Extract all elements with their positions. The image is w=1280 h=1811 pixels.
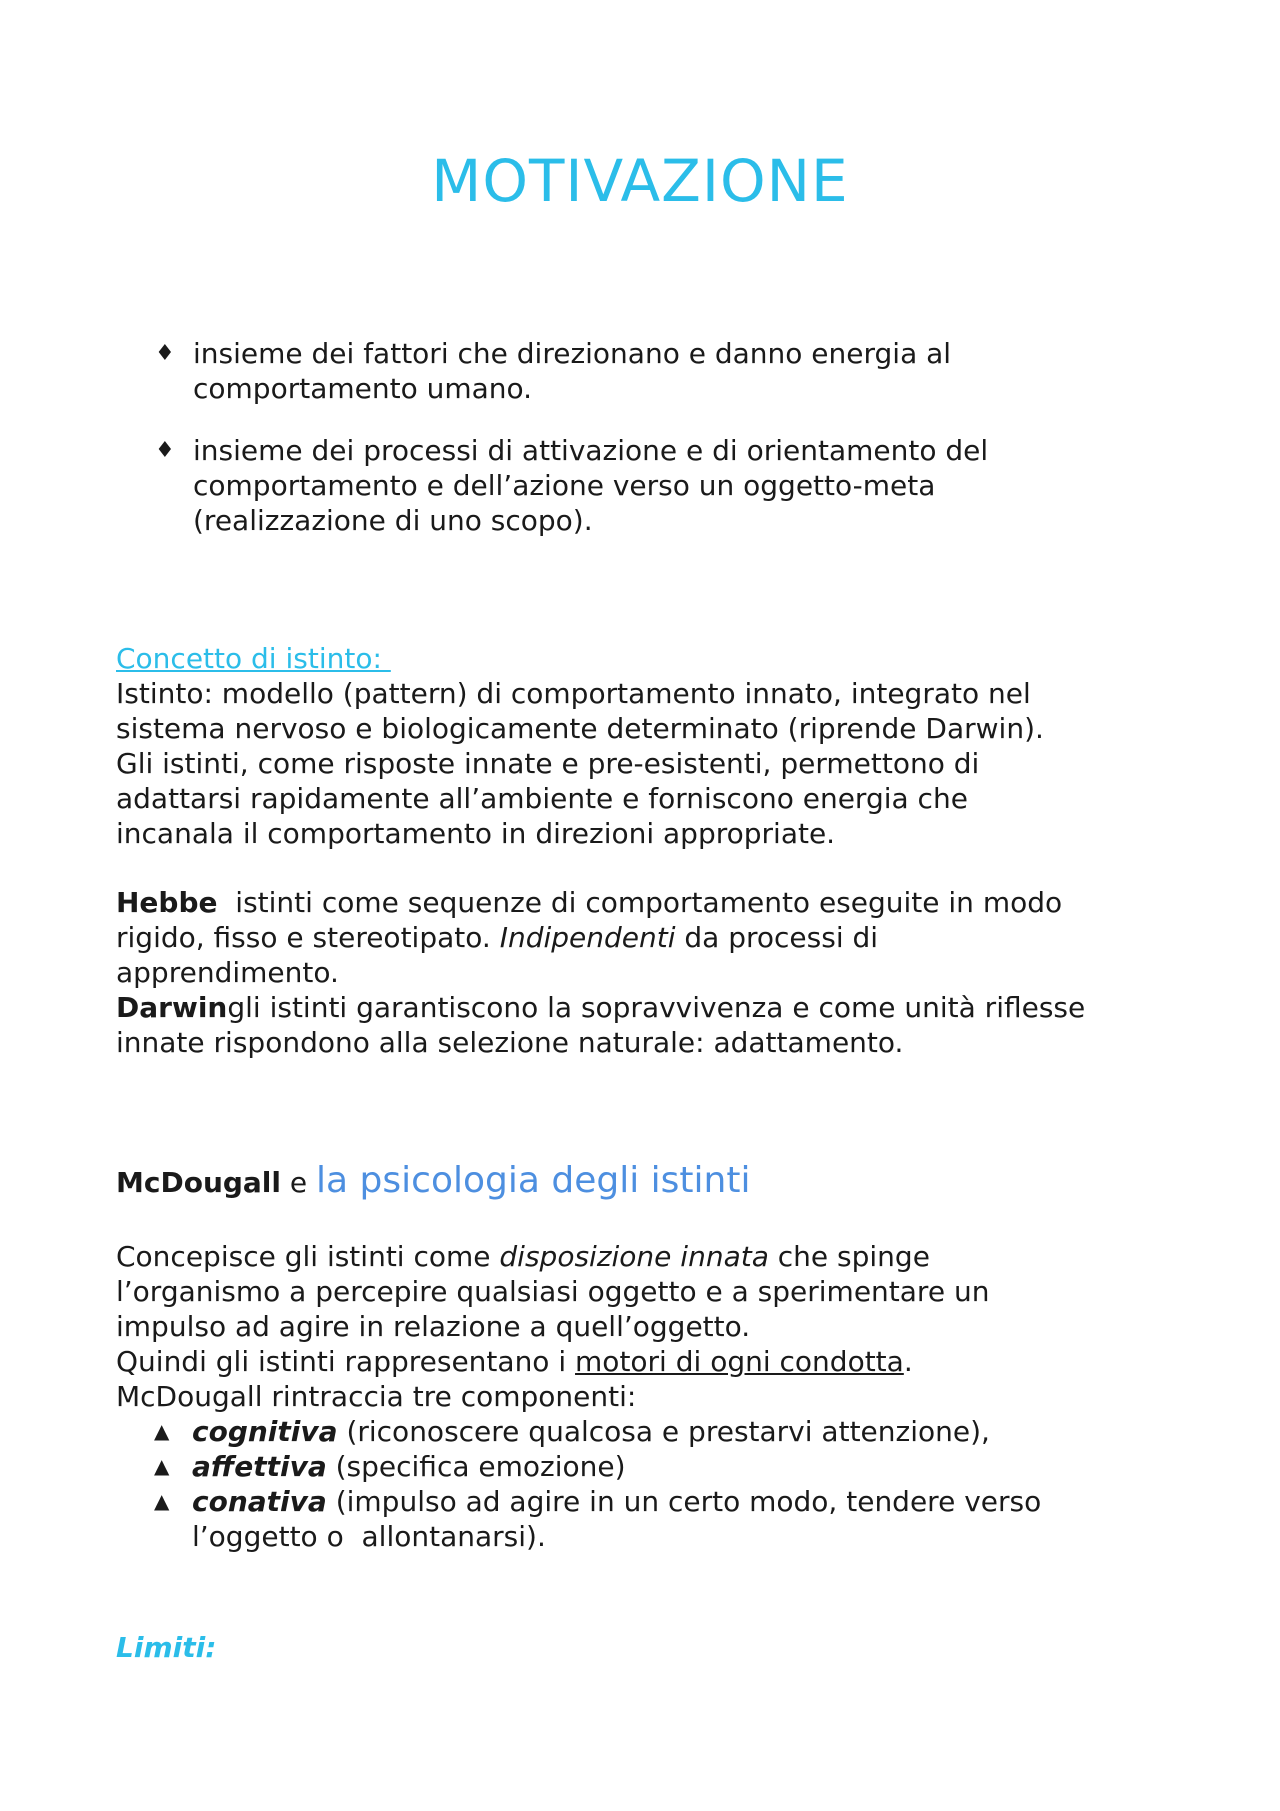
definition-item	[155, 336, 1155, 406]
component-desc: (impulso ad agire in un certo modo, tendere verso	[326, 1485, 1042, 1518]
diamond-bullet-icon: ♦	[155, 341, 175, 366]
hebbe-text: da processi di	[675, 921, 879, 954]
mcdougall-text: McDougall rintraccia tre componenti:	[116, 1380, 637, 1413]
mcdougall-paragraph	[116, 1239, 1176, 1554]
instinct-line: adattarsi rapidamente all’ambiente e forniscono energia che	[116, 782, 968, 815]
definition-line: (realizzazione di uno scopo).	[193, 504, 593, 537]
definition-line: comportamento e dell’azione verso un oggetto-meta	[193, 469, 936, 502]
component-desc: l’oggetto o allontanarsi).	[192, 1520, 546, 1553]
limits-heading: Limiti:	[116, 1631, 217, 1664]
darwin-name: Darwin	[116, 991, 228, 1024]
definition-line: insieme dei processi di attivazione e di orientamento del	[193, 434, 989, 467]
mcdougall-text: .	[903, 1345, 913, 1378]
mcdougall-title: la psicologia degli istinti	[316, 1160, 751, 1201]
definition-list	[155, 336, 1155, 565]
instinct-line: Istinto: modello (pattern) di comportamento innato, integrato nel	[116, 677, 1031, 710]
diamond-bullet-icon: ♦	[155, 438, 175, 463]
hebbe-text: rigido, fisso e stereotipato.	[116, 921, 500, 954]
mcdougall-text: che spinge	[768, 1240, 930, 1273]
hebbe-text: istinti come sequenze di comportamento eseguite in modo	[217, 886, 1063, 919]
hebbe-name: Hebbe	[116, 886, 218, 919]
triangle-bullet-icon: ▲	[154, 1454, 170, 1478]
mcdougall-connector: e	[281, 1166, 317, 1199]
component-item	[116, 1414, 1176, 1449]
instinct-section	[116, 641, 1176, 851]
mcdougall-emphasis: disposizione innata	[499, 1240, 769, 1273]
mcdougall-heading	[116, 1160, 1176, 1201]
component-desc: (riconoscere qualcosa e prestarvi attenzione),	[337, 1415, 990, 1448]
darwin-text: innate rispondono alla selezione naturale: adattamento.	[116, 1026, 904, 1059]
mcdougall-text: Concepisce gli istinti come	[116, 1240, 500, 1273]
triangle-bullet-icon: ▲	[154, 1419, 170, 1443]
hebbe-emphasis: Indipendenti	[499, 921, 676, 954]
hebbe-text: apprendimento.	[116, 956, 339, 989]
mcdougall-text: l’organismo a percepire qualsiasi oggetto e a sperimentare un	[116, 1275, 990, 1308]
mcdougall-underlined: motori di ogni condotta	[575, 1345, 904, 1378]
component-term: affettiva	[192, 1450, 327, 1483]
definition-line: insieme dei fattori che direzionano e danno energia al	[193, 337, 952, 370]
instinct-line: incanala il comportamento in direzioni appropriate.	[116, 817, 836, 850]
darwin-text: gli istinti garantiscono la sopravvivenza e come unità riflesse	[227, 991, 1086, 1024]
mcdougall-text: impulso ad agire in relazione a quell’oggetto.	[116, 1310, 751, 1343]
component-term: conativa	[192, 1485, 327, 1518]
mcdougall-name: McDougall	[116, 1166, 282, 1199]
mcdougall-text: Quindi gli istinti rappresentano i	[116, 1345, 576, 1378]
page-title: MOTIVAZIONE	[431, 147, 849, 215]
hebbe-paragraph	[116, 885, 1176, 1060]
definition-line: comportamento umano.	[193, 372, 533, 405]
definition-item	[155, 433, 1155, 538]
component-item	[116, 1484, 1176, 1554]
component-item	[116, 1449, 1176, 1484]
instinct-line: Gli istinti, come risposte innate e pre-esistenti, permettono di	[116, 747, 980, 780]
instinct-line: sistema nervoso e biologicamente determinato (riprende Darwin).	[116, 712, 1044, 745]
triangle-bullet-icon: ▲	[154, 1489, 170, 1513]
component-desc: (specifica emozione)	[326, 1450, 626, 1483]
instinct-heading: Concetto di istinto:	[116, 642, 391, 675]
component-term: cognitiva	[192, 1415, 338, 1448]
